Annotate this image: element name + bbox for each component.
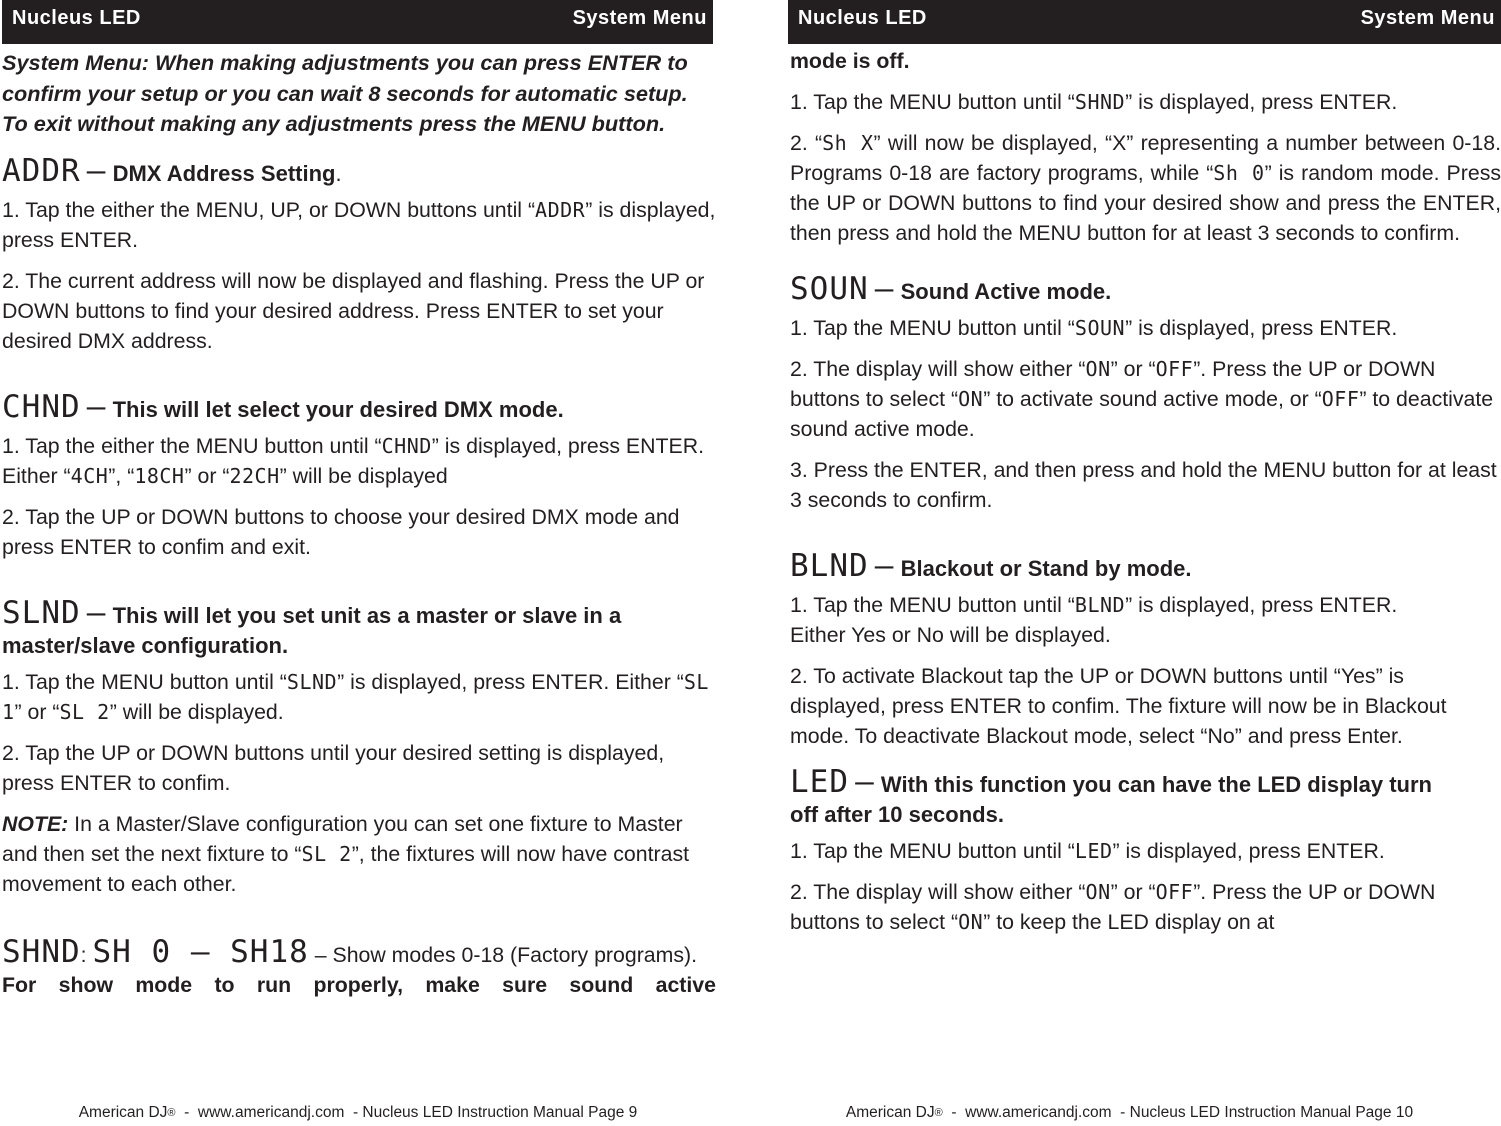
text: 1. Tap the either the MENU button until “ <box>2 433 382 458</box>
page-body <box>2 46 716 1000</box>
addr-step-2: 2. The current address will now be displayed and flashing. Press the UP or DOWN buttons to find your desired address. Press ENTER to set your desired DMX address. <box>2 268 705 353</box>
text: ” will now be displayed, “X” representing a number between 0-18. Programs 0-18 are factory programs, while “ <box>790 131 1501 185</box>
text: ” is displayed, press ENTER. Either “ <box>2 433 705 488</box>
lcd-code: Sh X <box>822 131 874 155</box>
text: ” or “ <box>184 463 230 488</box>
shnd-step-2 <box>790 128 1501 248</box>
soun-step-1 <box>790 313 1501 343</box>
text: 1. Tap the MENU button until “ <box>790 316 1075 340</box>
chnd-step-1 <box>2 431 716 491</box>
soun-title: Sound Active mode. <box>900 279 1112 304</box>
registered-mark: ® <box>934 1106 943 1119</box>
text: 1. Tap the MENU button until “ <box>790 839 1075 863</box>
text: ” to activate sound active mode, or “ <box>983 387 1322 411</box>
text: 1. Tap the MENU button until “ <box>790 593 1075 617</box>
lcd-code: LED <box>1074 839 1113 863</box>
footer-brand: American DJ <box>78 1104 168 1121</box>
chnd-heading <box>2 388 716 425</box>
lcd-code: SL 2 <box>59 699 110 724</box>
chnd-step-2: 2. Tap the UP or DOWN buttons to choose your desired DMX mode and press ENTER to confim and exit. <box>2 504 680 559</box>
text: ” is displayed, press ENTER. <box>1125 90 1398 114</box>
page-header <box>788 0 1501 44</box>
lcd-code: CHND <box>381 433 432 458</box>
blnd-dash: – <box>874 548 895 584</box>
page-footer <box>758 1104 1501 1122</box>
shnd-colon: : <box>80 942 87 967</box>
soun-dash: – <box>874 271 895 307</box>
slnd-heading <box>2 594 716 661</box>
text: 1. Tap the MENU button until “ <box>2 669 287 694</box>
text: 1. Tap the MENU button until “ <box>790 90 1075 114</box>
shnd-code: SHND <box>2 933 81 970</box>
lcd-code: Sh 0 <box>1213 161 1265 185</box>
text: ” will be displayed <box>279 463 448 488</box>
text: ” is displayed, press ENTER. <box>1112 839 1385 863</box>
text: ” is displayed, press ENTER. Either “ <box>337 669 684 694</box>
lcd-code: OFF <box>1321 387 1360 411</box>
shnd-bold-line: For show mode to run properly, make sure sound active <box>2 972 716 997</box>
addr-heading <box>2 152 716 189</box>
slnd-title: This will let you set unit as a master or slave in a master/slave configuration. <box>2 602 622 658</box>
page-9 <box>0 0 716 1126</box>
lcd-code: SL 2 <box>301 841 352 866</box>
lcd-code: ON <box>958 910 984 934</box>
blnd-step-1 <box>790 590 1501 650</box>
soun-step-3: 3. Press the ENTER, and then press and hold the MENU button for at least 3 seconds to confirm. <box>790 458 1497 512</box>
page-10 <box>788 0 1501 1126</box>
lcd-code: SLND <box>286 669 338 694</box>
lcd-code: 18CH <box>134 463 185 488</box>
blnd-title: Blackout or Stand by mode. <box>900 556 1192 581</box>
blnd-step-2: 2. To activate Blackout tap the UP or DOWN buttons until “Yes” is displayed, press ENTER to confim. The fixture will now be in Blackout mode. To deactivate Blackout mode, select “No” and press Enter. <box>790 664 1447 748</box>
chnd-title: This will let select your desired DMX mode. <box>112 396 564 422</box>
text: ” is displayed, press ENTER. Either Yes or No will be displayed. <box>790 593 1398 647</box>
shnd-desc: – Show modes 0-18 (Factory programs). <box>308 942 698 967</box>
continued-text: mode is off. <box>790 49 910 73</box>
lcd-code: 4CH <box>70 463 109 488</box>
text: 2. “ <box>790 131 823 155</box>
text: ” is displayed, press ENTER. <box>1125 316 1398 340</box>
text: ” will be displayed. <box>109 699 284 724</box>
page-header <box>2 0 713 44</box>
soun-step-2 <box>790 354 1501 444</box>
text: ” is displayed, press ENTER. <box>2 197 716 252</box>
led-step-1 <box>790 836 1501 866</box>
addr-code: ADDR <box>2 152 81 189</box>
led-title: With this function you can have the LED display turn off after 10 seconds. <box>790 772 1432 827</box>
text: ”, “ <box>108 463 135 488</box>
addr-step-1 <box>2 195 716 255</box>
lcd-code: SL 1 <box>2 669 709 724</box>
lcd-code: SOUN <box>1074 316 1126 340</box>
slnd-step-1 <box>2 667 716 727</box>
text: ”. Press the UP or DOWN buttons to select “ <box>790 357 1436 411</box>
page-body <box>790 46 1501 937</box>
text: 1. Tap the either the MENU, UP, or DOWN buttons until “ <box>2 197 536 222</box>
lcd-code: ADDR <box>535 197 586 222</box>
lcd-code: OFF <box>1155 880 1194 904</box>
lcd-code: 22CH <box>229 463 280 488</box>
chnd-code: CHND <box>2 388 81 425</box>
text: ”, the fixtures will now have contrast movement to each other. <box>2 841 690 896</box>
text: ” or “ <box>14 699 60 724</box>
lcd-code: ON <box>1085 357 1111 381</box>
header-title: Nucleus LED <box>798 7 927 29</box>
slnd-step-2: 2. Tap the UP or DOWN buttons until your desired setting is displayed, press ENTER to confim. <box>2 740 665 795</box>
led-step-2 <box>790 877 1501 937</box>
text: 2. The display will show either “ <box>790 357 1086 381</box>
shnd-heading <box>2 933 716 970</box>
page-footer <box>0 1104 716 1122</box>
header-title: Nucleus LED <box>12 7 141 29</box>
text: ” to keep the LED display on at <box>983 910 1275 934</box>
shnd-range: SH 0 – SH18 <box>92 933 309 970</box>
blnd-heading <box>790 548 1501 584</box>
text: ”. Press the UP or DOWN buttons to select “ <box>790 880 1436 934</box>
note-label: NOTE: <box>2 811 69 836</box>
slnd-code: SLND <box>2 594 81 631</box>
lcd-code: SHND <box>1074 90 1126 114</box>
soun-code: SOUN <box>790 271 869 307</box>
footer-brand: American DJ <box>845 1104 935 1121</box>
blnd-code: BLND <box>790 548 869 584</box>
lcd-code: OFF <box>1155 357 1194 381</box>
addr-dash: – <box>86 152 107 189</box>
addr-title: DMX Address Setting <box>112 160 336 186</box>
text: In a Master/Slave configuration you can set one fixture to Master and then set the next fixture to “ <box>2 811 683 866</box>
lcd-code: BLND <box>1074 593 1126 617</box>
text: ” is random mode. Press the UP or DOWN buttons to find your desired show and press the ENTER, then press and hold the MENU button for at least 3 seconds to confirm. <box>790 161 1501 245</box>
header-section: System Menu <box>1360 7 1495 29</box>
footer-text: - www.americandj.com - Nucleus LED Instruction Manual Page 9 <box>175 1104 638 1121</box>
slnd-dash: – <box>86 594 107 631</box>
text: ” or “ <box>1110 357 1156 381</box>
led-code: LED <box>790 764 849 800</box>
shnd-step-1 <box>790 87 1501 117</box>
led-dash: – <box>855 764 875 800</box>
text: 2. The display will show either “ <box>790 880 1086 904</box>
chnd-dash: – <box>86 388 107 425</box>
led-heading <box>790 764 1501 830</box>
addr-period: . <box>335 160 342 186</box>
intro-paragraph: System Menu: When making adjustments you can press ENTER to confirm your setup or you can wait 8 seconds for automatic setup. To exit without making any adjustments press the MENU button. <box>2 50 688 136</box>
slnd-note <box>2 809 716 899</box>
lcd-code: ON <box>1085 880 1111 904</box>
text: ” or “ <box>1110 880 1156 904</box>
header-section: System Menu <box>572 7 707 29</box>
registered-mark: ® <box>167 1106 176 1119</box>
lcd-code: ON <box>958 387 984 411</box>
footer-text: - www.americandj.com - Nucleus LED Instruction Manual Page 10 <box>942 1104 1414 1121</box>
soun-heading <box>790 271 1501 307</box>
text: ” to deactivate sound active mode. <box>790 387 1494 441</box>
